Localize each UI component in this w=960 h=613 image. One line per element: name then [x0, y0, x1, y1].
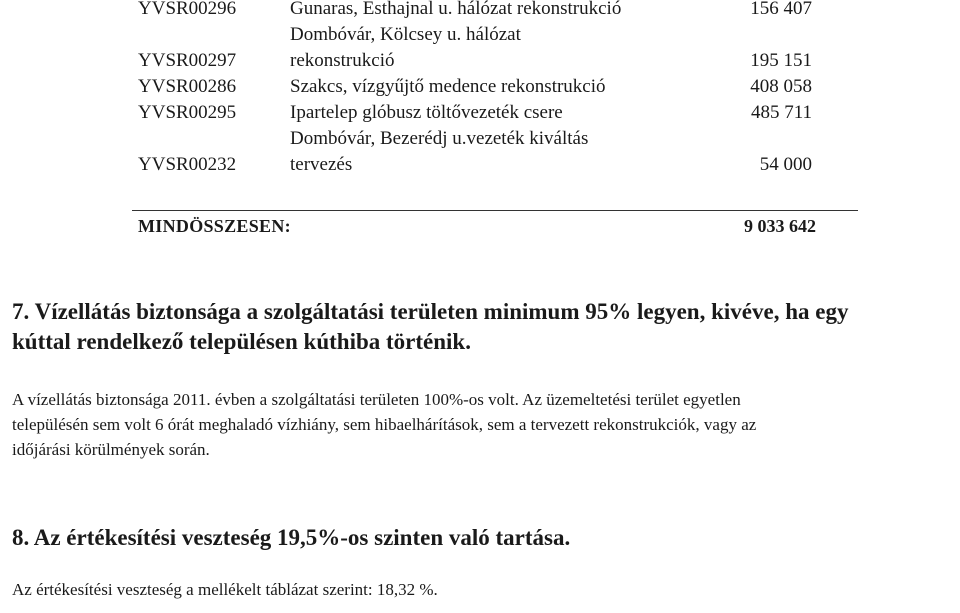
- project-description: [290, 0, 690, 22]
- section-7-heading: [12, 297, 952, 357]
- project-amount: 156 407: [750, 0, 812, 19]
- section-8-heading: [12, 523, 952, 553]
- description-line: Dombóvár, Bezerédj u.vezeték kiváltás: [290, 128, 589, 149]
- total-value: 9 033 642: [744, 216, 816, 236]
- reconstruction-table: [132, 0, 858, 178]
- description-line: tervezés: [290, 154, 353, 175]
- project-description: [290, 126, 690, 178]
- project-code: YVSR00296: [138, 0, 237, 19]
- heading-line: 8. Az értékesítési veszteség 19,5%-os szinten való tartása.: [12, 525, 571, 550]
- project-amount: 195 151: [750, 50, 812, 71]
- description-line: Dombóvár, Kölcsey u. hálózat: [290, 24, 521, 45]
- project-code: YVSR00286: [138, 76, 237, 97]
- section-8-paragraph: [12, 577, 952, 602]
- project-description: [290, 74, 690, 100]
- project-amount: 408 058: [750, 76, 812, 97]
- project-code: YVSR00232: [138, 154, 237, 175]
- heading-line: 7. Vízellátás biztonsága a szolgáltatási területen minimum 95% legyen, kivéve, ha egy: [12, 299, 849, 324]
- project-description: [290, 22, 690, 74]
- section-7-paragraph: [12, 387, 952, 462]
- table-row: [132, 100, 858, 126]
- description-line: rekonstrukció: [290, 50, 395, 71]
- table-row: [132, 126, 858, 178]
- project-code: YVSR00295: [138, 102, 237, 123]
- description-line: Szakcs, vízgyűjtő medence rekonstrukció: [290, 76, 606, 97]
- table-row: [132, 22, 858, 74]
- table-row: [132, 74, 858, 100]
- project-amount: 54 000: [759, 154, 812, 175]
- paragraph-line: A vízellátás biztonsága 2011. évben a szolgáltatási területen 100%-os volt. Az üzemeltetési terület egyetlen: [12, 390, 741, 409]
- paragraph-line: településén sem volt 6 órát meghaladó vízhiány, sem hibaelhárítások, sem a tervezett rekonstrukciók, vagy az: [12, 415, 757, 434]
- paragraph-line: Az értékesítési veszteség a mellékelt táblázat szerint: 18,32 %.: [12, 580, 438, 599]
- description-line: Ipartelep glóbusz töltővezeték csere: [290, 102, 563, 123]
- project-description: [290, 100, 690, 126]
- project-amount: 485 711: [750, 102, 812, 123]
- total-label: MINDÖSSZESEN:: [138, 216, 291, 236]
- table-row: [132, 0, 858, 22]
- heading-line: kúttal rendelkező településen kúthiba történik.: [12, 329, 471, 354]
- paragraph-line: időjárási körülmények során.: [12, 440, 210, 459]
- project-code: YVSR00297: [138, 50, 237, 71]
- description-line: Gunaras, Esthajnal u. hálózat rekonstrukció: [290, 0, 622, 19]
- table-divider: [132, 210, 858, 211]
